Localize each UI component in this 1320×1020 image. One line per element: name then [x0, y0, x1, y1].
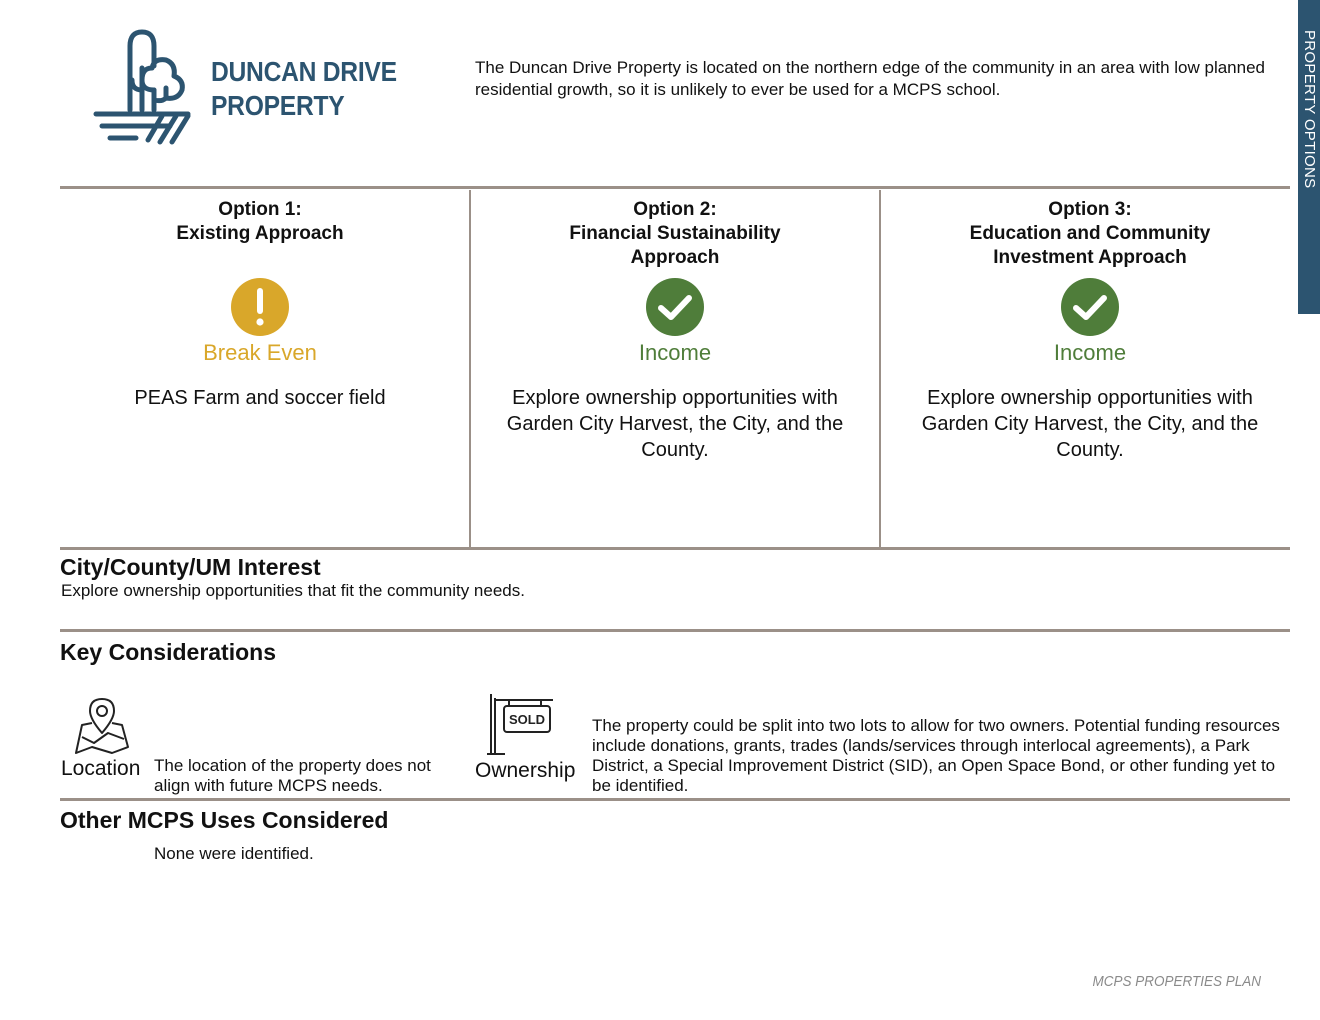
option-status: Break Even [203, 340, 317, 365]
option-heading-line: Investment Approach [993, 247, 1187, 268]
option-description: Explore ownership opportunities with Garden City Harvest, the City, and the County. [506, 387, 844, 461]
option-status: Income [638, 340, 712, 365]
option-1 [55, 198, 465, 409]
interest-title: City/County/UM Interest [60, 554, 321, 580]
considerations-title: Key Considerations [60, 639, 276, 665]
location-text: The location of the property does not align with future MCPS needs. [154, 756, 431, 795]
sold-sign-text: SOLD [508, 712, 546, 727]
exclamation-icon [231, 278, 289, 336]
side-tab-label: PROPERTY OPTIONS [1301, 30, 1318, 189]
map-pin-icon [74, 697, 130, 757]
options-bottom-rule [60, 547, 1290, 550]
check-icon [646, 278, 704, 336]
considerations-rule [60, 629, 1290, 632]
page-title [211, 55, 422, 123]
option-heading [885, 198, 1295, 270]
sold-sign-icon [485, 692, 557, 756]
option-3 [885, 198, 1295, 461]
option-heading-line: Approach [630, 247, 720, 268]
other-uses-rule [60, 798, 1290, 801]
check-icon [1061, 278, 1119, 336]
option-2 [470, 198, 880, 461]
option-status: Income [1053, 340, 1127, 365]
option-heading [470, 198, 880, 270]
option-heading-line: Existing Approach [176, 223, 344, 244]
page-title-line2: PROPERTY [211, 90, 345, 121]
interest-text: Explore ownership opportunities that fit the community needs. [61, 581, 525, 600]
other-uses-title: Other MCPS Uses Considered [60, 807, 389, 833]
option-heading [55, 198, 465, 246]
ownership-text: The property could be split into two lots to allow for two owners. Potential funding resources include donations, grants, trades (lands/services through interlocal agreements), a Park District, a Special Improvement District (SID), an Open Space Bond, or other funding yet to be identified. [592, 716, 1280, 795]
intro-text: The Duncan Drive Property is located on the northern edge of the community in an area with low planned residential growth, so it is unlikely to ever be used for a MCPS school. [475, 58, 1266, 99]
options-top-rule [60, 186, 1290, 189]
option-description: Explore ownership opportunities with Garden City Harvest, the City, and the County. [921, 387, 1259, 461]
option-heading-line: Education and Community [969, 223, 1211, 244]
other-uses-text: None were identified. [154, 844, 314, 863]
option-heading-line: Option 1: [218, 199, 302, 220]
footer-text: MCPS PROPERTIES PLAN [1092, 973, 1261, 990]
option-description: PEAS Farm and soccer field [134, 387, 386, 409]
page-title-line1: DUNCAN DRIVE [211, 56, 397, 87]
ownership-label: Ownership [475, 759, 576, 782]
option-heading-line: Option 2: [633, 199, 717, 220]
option-heading-line: Financial Sustainability [569, 223, 781, 244]
location-label: Location [61, 757, 141, 780]
option-heading-line: Option 3: [1048, 199, 1132, 220]
tree-logo-icon [92, 28, 192, 146]
